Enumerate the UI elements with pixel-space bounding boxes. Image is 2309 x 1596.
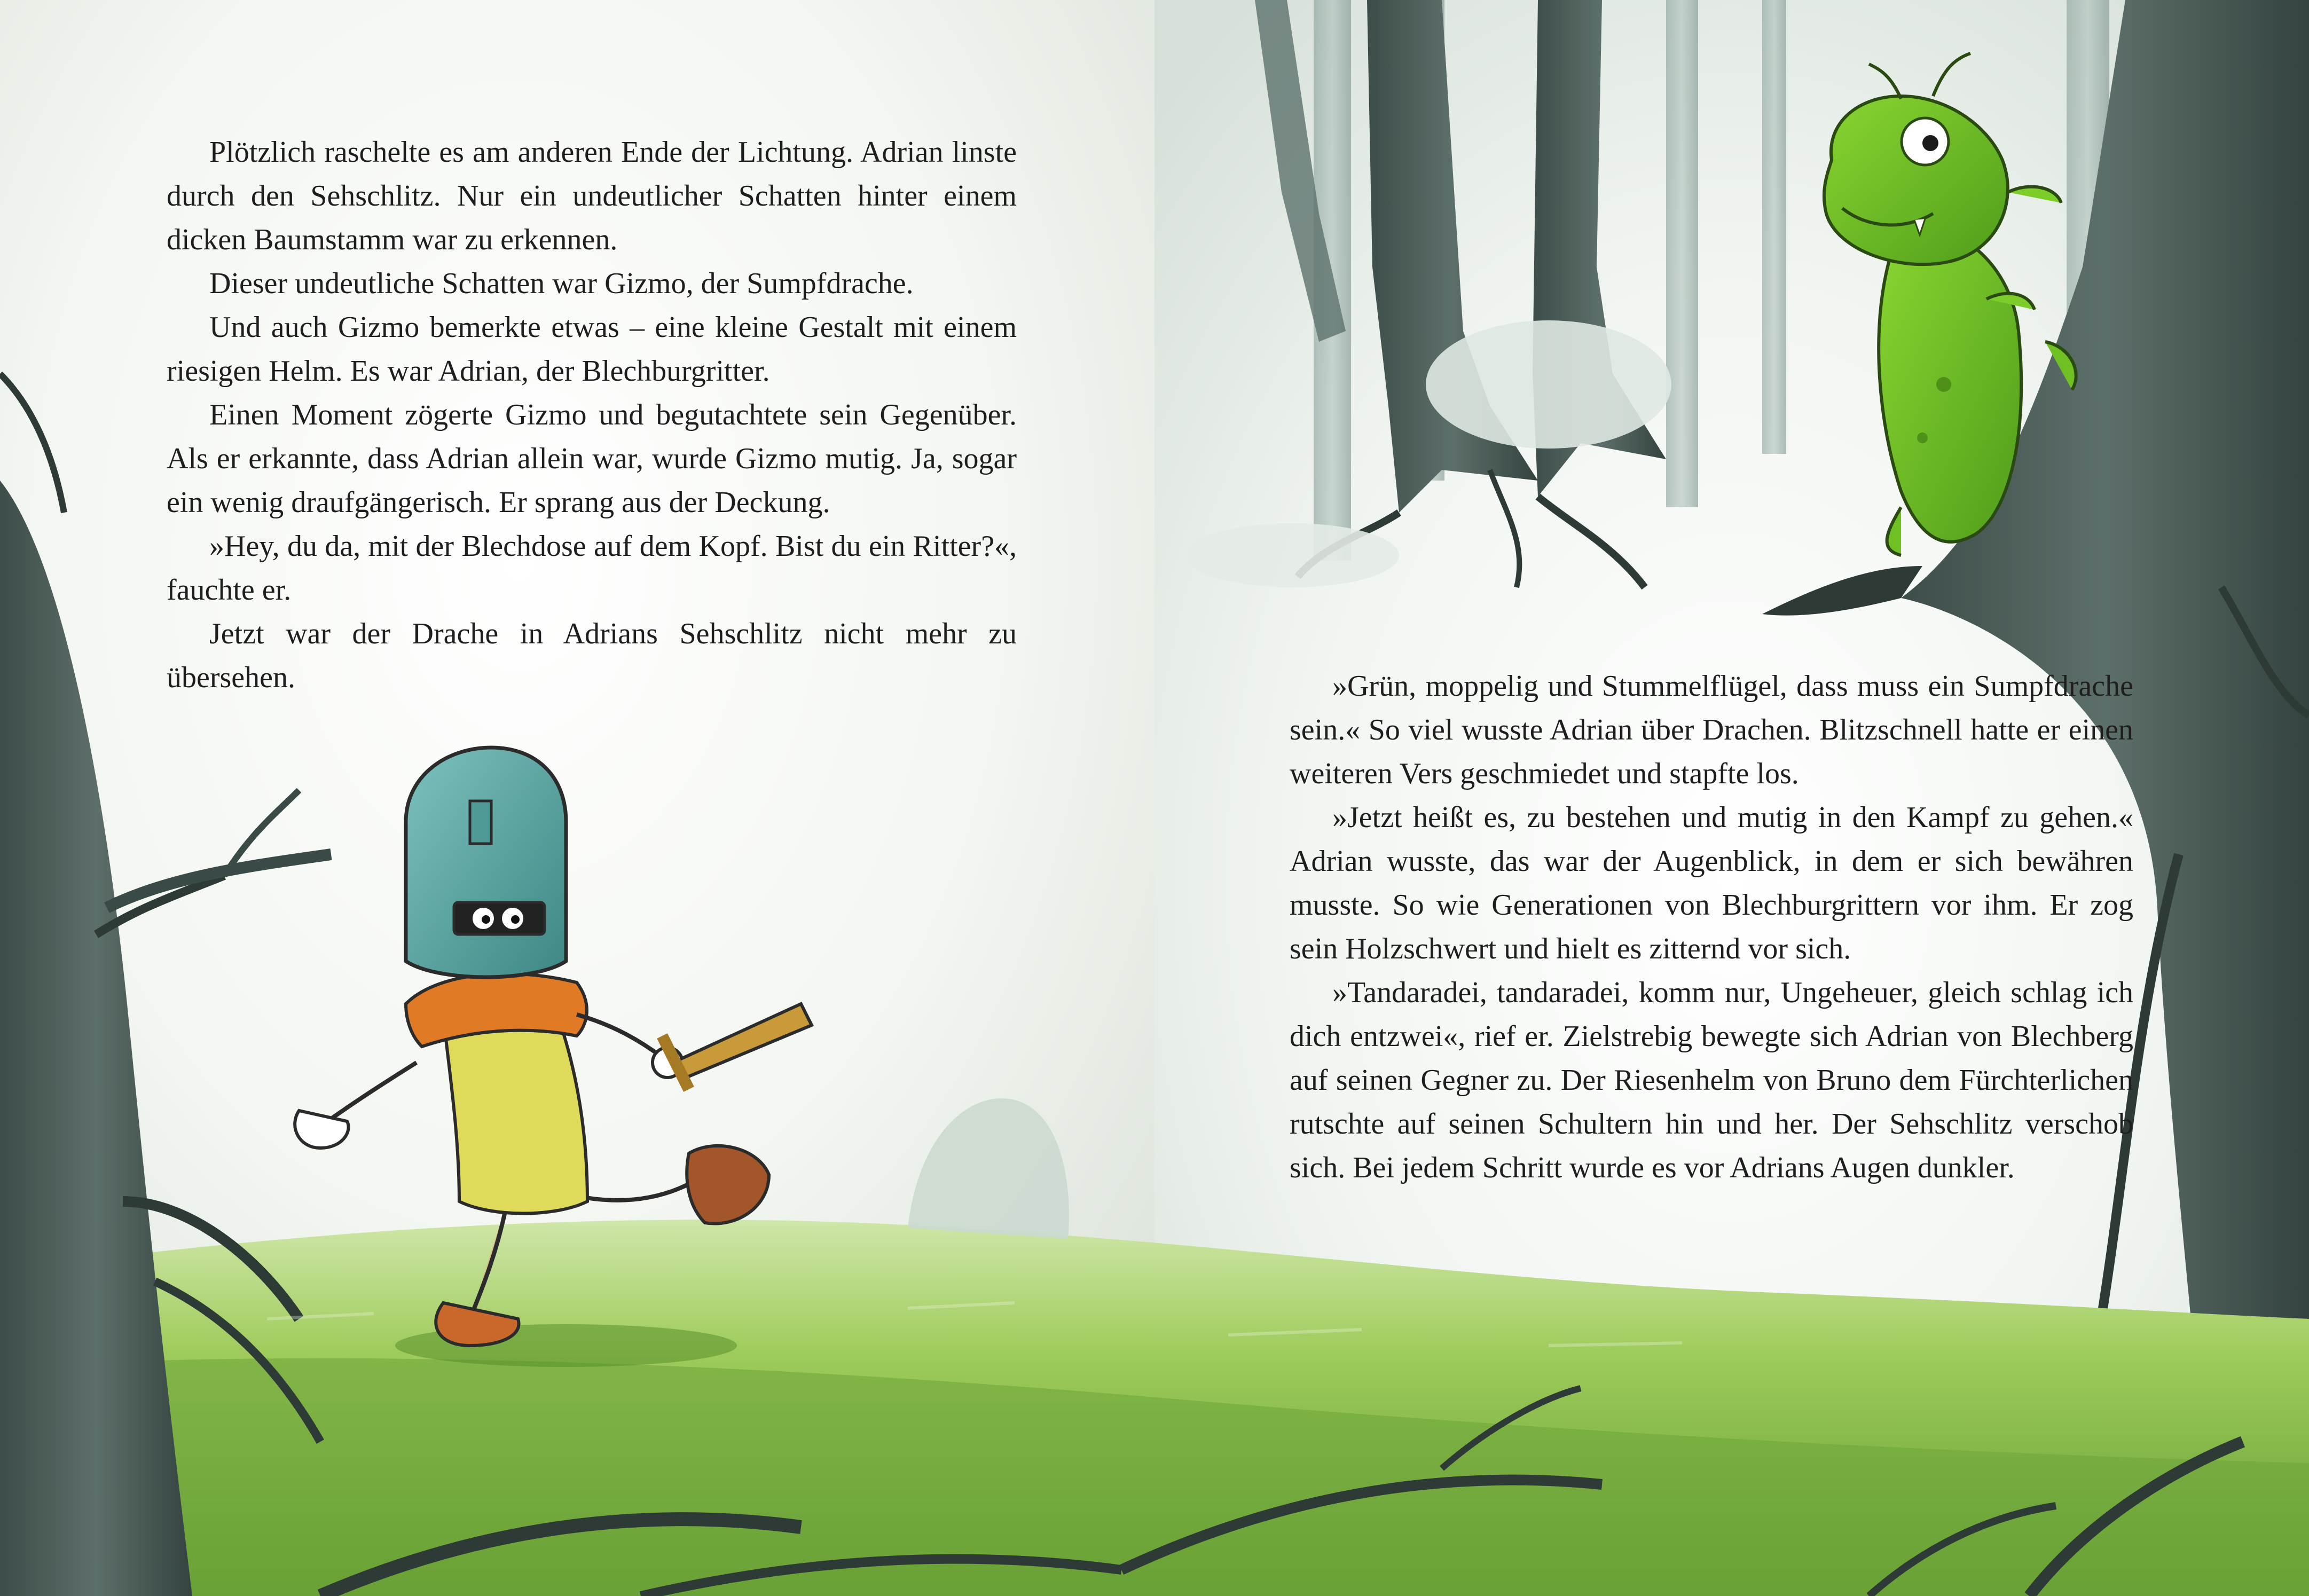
left-page-text [167,130,1017,699]
paragraph: Und auch Gizmo bemerkte etwas – eine kleine Gestalt mit einem riesigen Helm. Es war Adrian, der Blechburgritter. [167,311,1017,388]
right-page-text [1290,664,2133,1190]
paragraph: Dieser undeutliche Schatten war Gizmo, der Sumpfdrache. [209,267,914,300]
left-page [0,0,1154,1596]
paragraph: Einen Moment zögerte Gizmo und begutachtete sein Gegenüber. Als er erkannte, dass Adrian allein war, wurde Gizmo mutig. Ja, sogar ein wenig draufgängerisch. Er sprang aus der Deckung. [167,398,1017,519]
paragraph: »Jetzt heißt es, zu bestehen und mutig in den Kampf zu gehen.« Adrian wusste, das war der Augenblick, in dem er sich bewähren musste. So wie Generationen von Blechburgrittern vor ihm. Er zog sein Holzschwert und hielt es zitternd vor sich. [1290,801,2133,965]
paragraph: »Tandaradei, tandaradei, komm nur, Ungeheuer, gleich schlag ich dich entzwei«, rief er. Zielstrebig bewegte sich Adrian von Blechberg auf seinen Gegner zu. Der Riesenhelm von Bruno dem Fürchterlichen rutschte auf seinen Schultern hin und her. Der Sehschlitz verschob sich. Bei jedem Schritt wurde es vor Adrians Augen dunkler. [1290,976,2133,1184]
paragraph: Jetzt war der Drache in Adrians Sehschlitz nicht mehr zu übersehen. [167,617,1017,694]
paragraph: »Hey, du da, mit der Blechdose auf dem Kopf. Bist du ein Ritter?«, fauchte er. [167,530,1017,607]
paragraph: »Grün, moppelig und Stummelflügel, dass muss ein Sumpfdrache sein.« So viel wusste Adrian über Drachen. Blitzschnell hatte er einen weiteren Vers geschmiedet und stapfte los. [1290,670,2133,790]
paragraph: Plötzlich raschelte es am anderen Ende der Lichtung. Adrian linste durch den Sehschlitz. Nur ein undeutlicher Schatten hinter einem dicken Baumstamm war zu erkennen. [167,136,1017,256]
